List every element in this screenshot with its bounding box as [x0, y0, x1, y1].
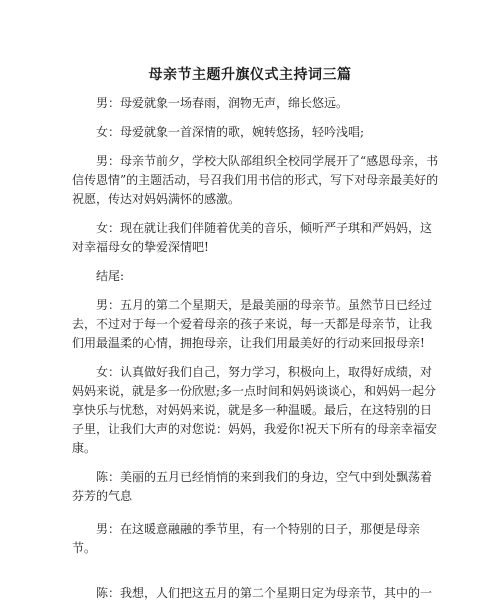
paragraph: 男：母爱就象一场春雨，润物无声，绵长悠远。 — [96, 96, 349, 110]
section-heading: 结尾: — [96, 269, 125, 283]
document-title: 母亲节主题升旗仪式主持词三篇 — [148, 67, 352, 83]
paragraph: 女：认真做好我们自己，努力学习，积极向上，取得好成绩，对妈妈来说，就是多一份欣慰;多一点时间和妈妈谈谈心，和妈妈一起分享快乐与忧愁，对妈妈来说，就是多一种温暖。最后，在这特别的日子里，让我们大声的对您说：妈妈，我爱你!祝天下所有的母亲幸福安康。 — [72, 365, 437, 455]
paragraph: 男：五月的第二个星期天，是最美丽的母亲节。虽然节日已经过去，不过对于每一个爱着母亲的孩子来说，每一天都是母亲节，让我们用最温柔的心情，拥抱母亲，让我们用最美好的行动来回报母亲! — [72, 298, 433, 350]
paragraph: 女：母爱就象一首深情的歌，婉转悠扬，轻吟浅唱; — [96, 125, 365, 139]
paragraph: 陈：美丽的五月已经悄悄的来到我们的身边，空气中到处飘荡着芬芳的气息 — [72, 470, 433, 503]
paragraph: 男：母亲节前夕，学校大队部组织全校同学展开了“感恩母亲，书信传恩情”的主题活动，号召我们用书信的形式，写下对母亲最美好的祝愿，传达对妈妈满怀的感激。 — [72, 154, 439, 206]
paragraph: 男：在这暖意融融的季节里，有一个特别的日子，那便是母亲节。 — [72, 522, 421, 555]
paragraph: 陈：我想，人们把这五月的第二个星期日定为母亲节，其中的一 — [96, 586, 433, 600]
paragraph: 女：现在就让我们伴随着优美的音乐，倾听严子琪和严妈妈，这对幸福母女的挚爱深情吧! — [72, 221, 433, 254]
document-body — [72, 94, 440, 613]
